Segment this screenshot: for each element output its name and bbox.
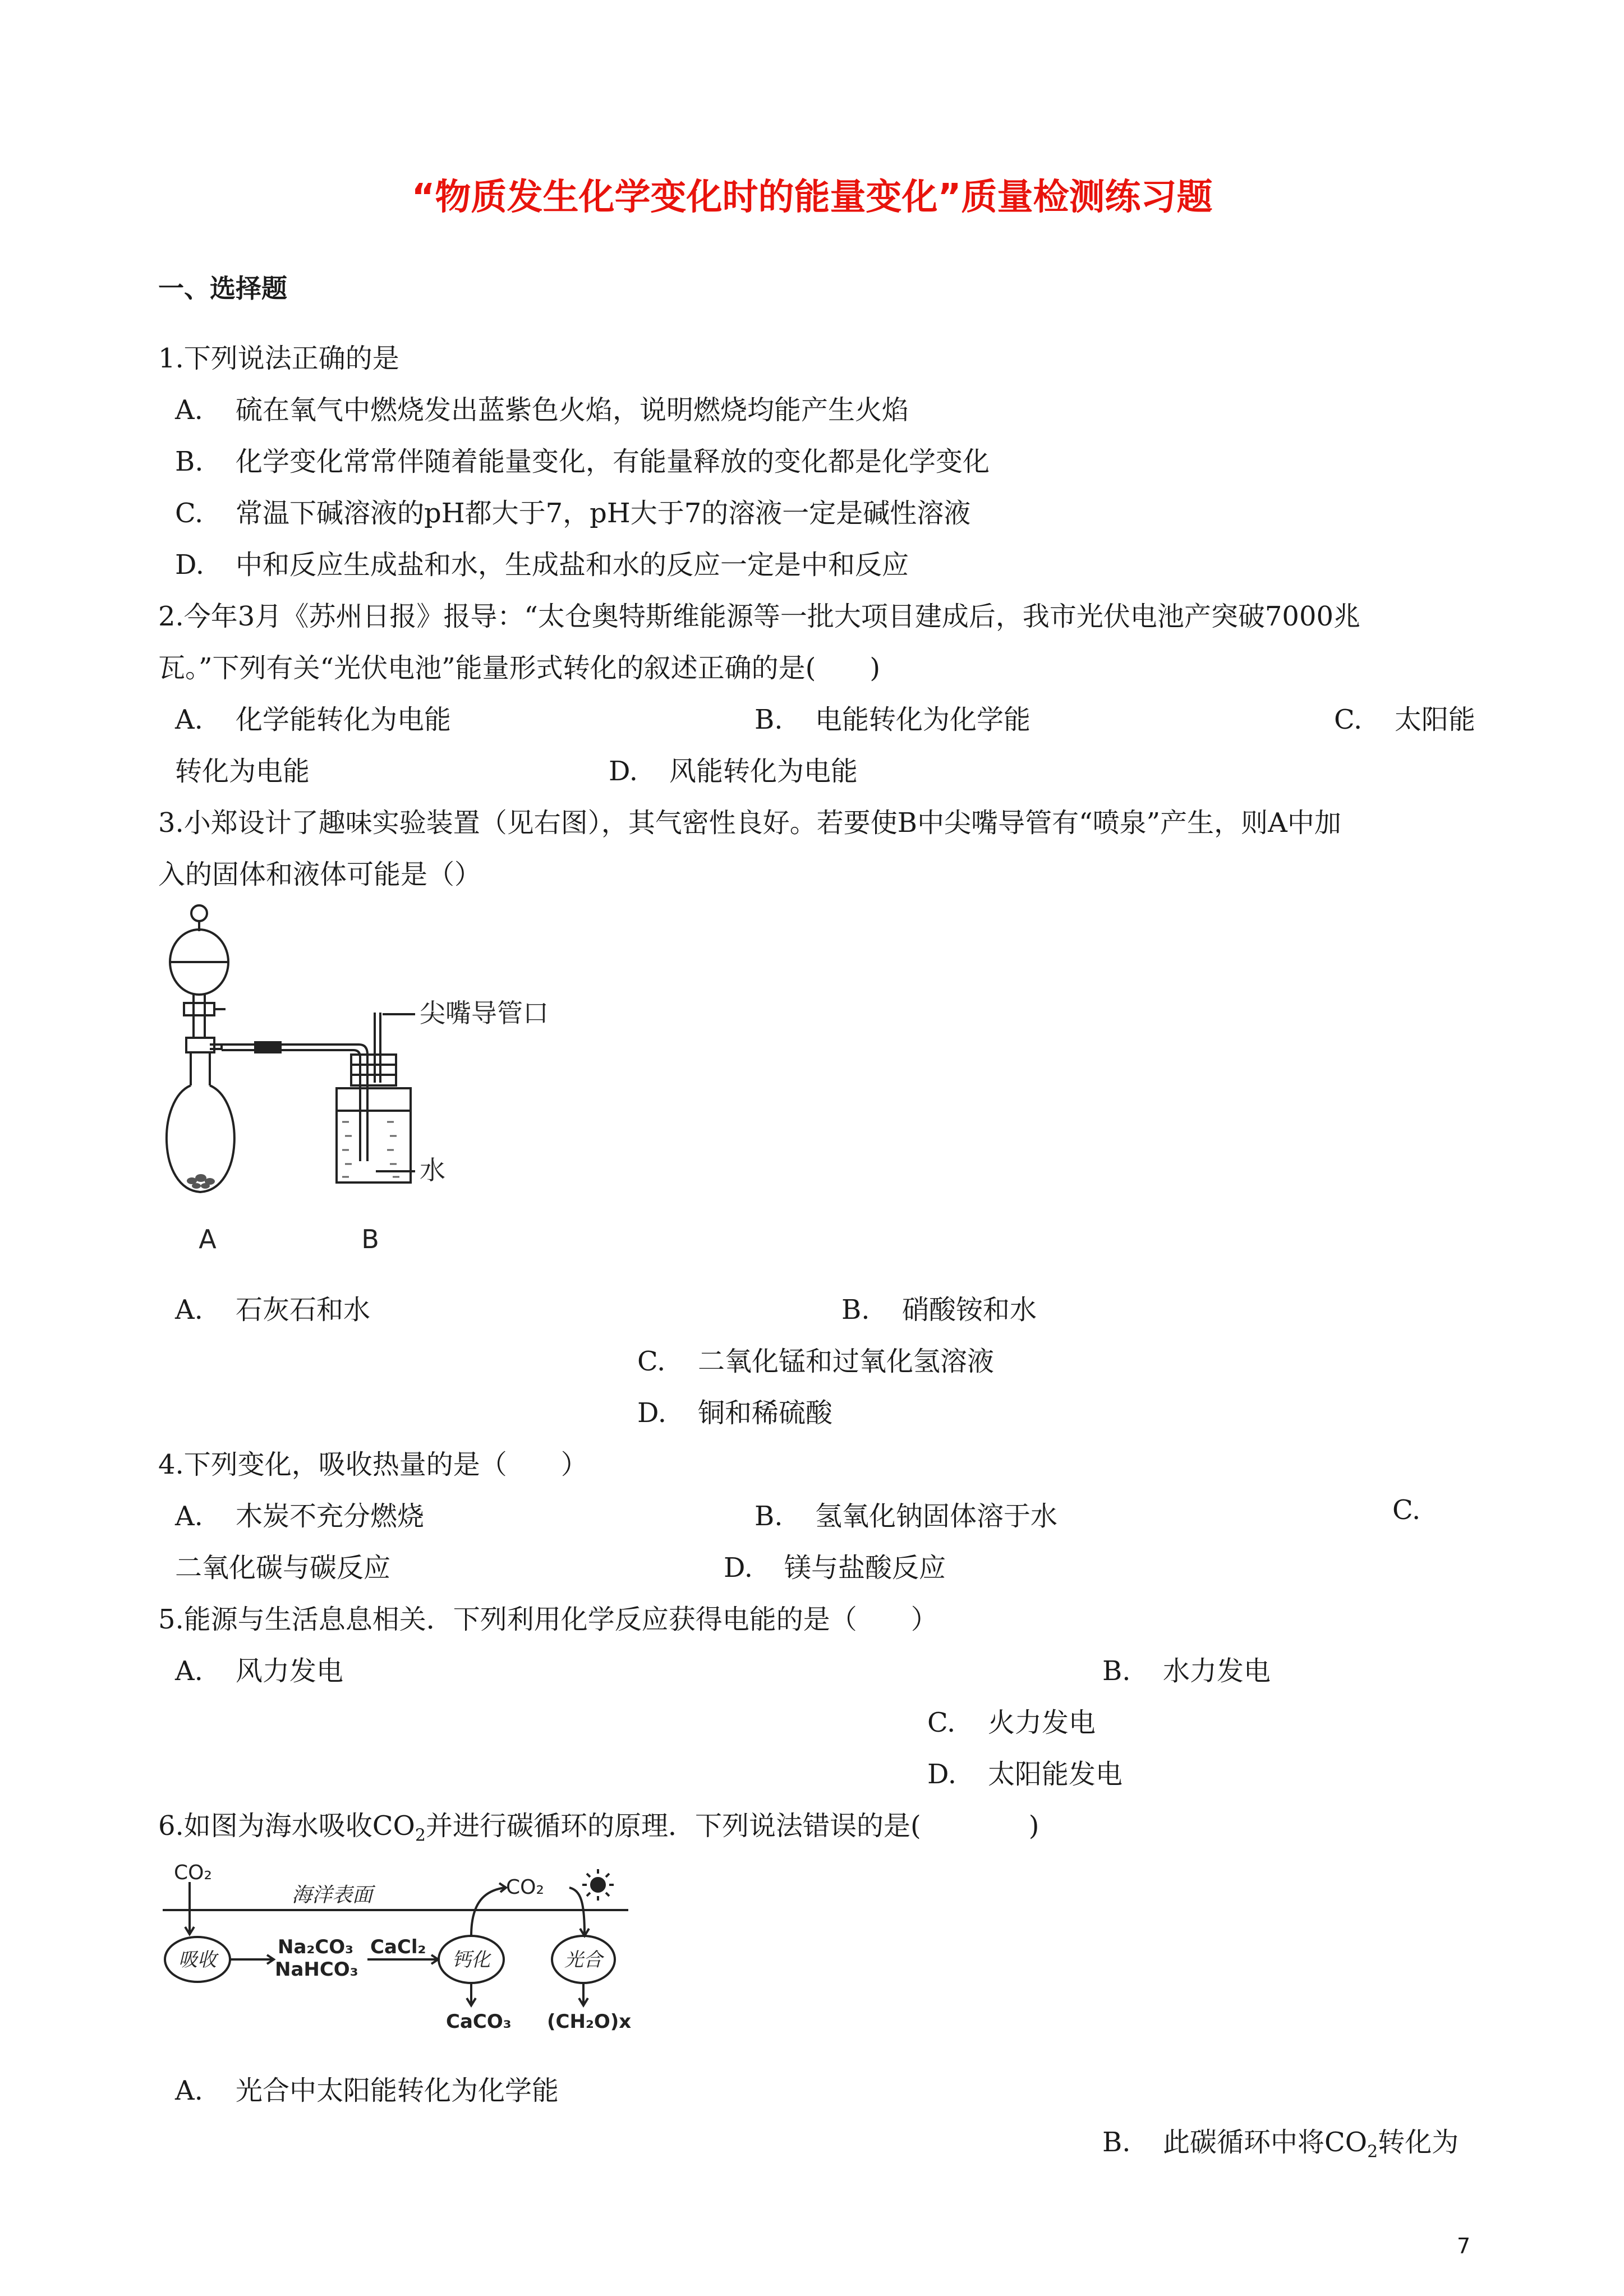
q4-option-a: A. 木炭不充分燃烧 bbox=[175, 1501, 425, 1532]
q4-option-c: C. bbox=[1392, 1494, 1421, 1526]
q2-option-b: B. 电能转化为化学能 bbox=[755, 704, 1031, 735]
q2-option-d: D. 风能转化为电能 bbox=[609, 756, 858, 787]
q1-option-c: C. 常温下碱溶液的pH都大于7，pH大于7的溶液一定是碱性溶液 bbox=[175, 498, 971, 529]
q5-option-b: B. 水力发电 bbox=[1102, 1655, 1271, 1687]
q5-option-d: D. 太阳能发电 bbox=[927, 1759, 1123, 1790]
question-2-stem-line2: 瓦。”下列有关“光伏电池”能量形式转化的叙述正确的是( ) bbox=[158, 652, 881, 684]
q2-option-c-continued: 转化为电能 bbox=[175, 756, 310, 787]
q6-option-b: B. 此碳循环中将$CO_2$转化为 bbox=[1102, 2127, 1459, 2162]
question-3-stem-line2: 入的固体和液体可能是（） bbox=[158, 859, 482, 890]
na2co3-label: Na₂CO₃ bbox=[278, 1936, 354, 1958]
label-a: A bbox=[199, 1224, 217, 1254]
q5-option-a: A. 风力发电 bbox=[175, 1655, 344, 1687]
q4-option-c-continued: 二氧化碳与碳反应 bbox=[175, 1552, 391, 1584]
ch2o-label: (CH₂O)x bbox=[547, 2010, 632, 2033]
q5-option-c: C. 火力发电 bbox=[927, 1707, 1096, 1738]
co2-left-label: CO₂ bbox=[174, 1861, 212, 1884]
ocean-surface-label: 海洋表面 bbox=[292, 1884, 373, 1907]
q3-option-a: A. 石灰石和水 bbox=[175, 1294, 371, 1326]
q1-option-a: A. 硫在氧气中燃烧发出蓝紫色火焰，说明燃烧均能产生火焰 bbox=[175, 394, 909, 426]
nozzle-label: 尖嘴导管口 bbox=[420, 998, 549, 1028]
water-label: 水 bbox=[420, 1155, 445, 1185]
q4-option-d: D. 镁与盐酸反应 bbox=[724, 1552, 946, 1584]
photosynthesis-label: 光合 bbox=[564, 1949, 602, 1971]
section-heading: 一、选择题 bbox=[158, 273, 287, 303]
q6-option-a: A. 光合中太阳能转化为化学能 bbox=[175, 2075, 559, 2106]
question-2-stem-line1: 2.今年3月《苏州日报》报导：“太仓奥特斯维能源等一批大项目建成后，我市光伏电池产突破7000兆 bbox=[158, 601, 1361, 632]
q3-option-b: B. 硝酸铵和水 bbox=[841, 1294, 1037, 1326]
q3-option-c: C. 二氧化锰和过氧化氢溶液 bbox=[637, 1346, 995, 1377]
question-3-stem-line1: 3.小郑设计了趣味实验装置（见右图），其气密性良好。若要使B中尖嘴导管有“喷泉”产生，则A中加 bbox=[158, 807, 1341, 839]
absorb-label: 吸收 bbox=[178, 1949, 217, 1971]
q2-option-a: A. 化学能转化为电能 bbox=[175, 704, 452, 735]
nahco3-label: NaHCO₃ bbox=[275, 1958, 358, 1981]
cacl2-label: CaCl₂ bbox=[370, 1936, 426, 1958]
page-number: 7 bbox=[1457, 2234, 1471, 2258]
page-title: “物质发生化学变化时的能量变化”质量检测练习题 bbox=[411, 177, 1213, 218]
q4-option-b: B. 氢氧化钠固体溶于水 bbox=[755, 1501, 1058, 1532]
question-5-stem: 5.能源与生活息息相关．下列利用化学反应获得电能的是（ ） bbox=[158, 1604, 938, 1635]
q1-option-b: B. 化学变化常常伴随着能量变化，有能量释放的变化都是化学变化 bbox=[175, 446, 990, 477]
caco3-label: CaCO₃ bbox=[446, 2010, 512, 2033]
calcify-label: 钙化 bbox=[452, 1949, 490, 1971]
carbon-cycle-figure bbox=[157, 1857, 662, 2042]
question-1-stem: 1.下列说法正确的是 bbox=[158, 343, 399, 374]
apparatus-figure bbox=[151, 898, 611, 1268]
label-b: B bbox=[361, 1224, 379, 1254]
co2-right-label: CO₂ bbox=[506, 1876, 544, 1899]
q3-option-d: D. 铜和稀硫酸 bbox=[637, 1397, 833, 1429]
question-6-stem: 6.如图为海水吸收$CO_2$并进行碳循环的原理．下列说法错误的是( ) bbox=[158, 1810, 1039, 1846]
q2-option-c: C. 太阳能 bbox=[1334, 704, 1476, 735]
question-4-stem: 4.下列变化，吸收热量的是（ ） bbox=[158, 1449, 588, 1480]
q1-option-d: D. 中和反应生成盐和水，生成盐和水的反应一定是中和反应 bbox=[175, 549, 909, 581]
